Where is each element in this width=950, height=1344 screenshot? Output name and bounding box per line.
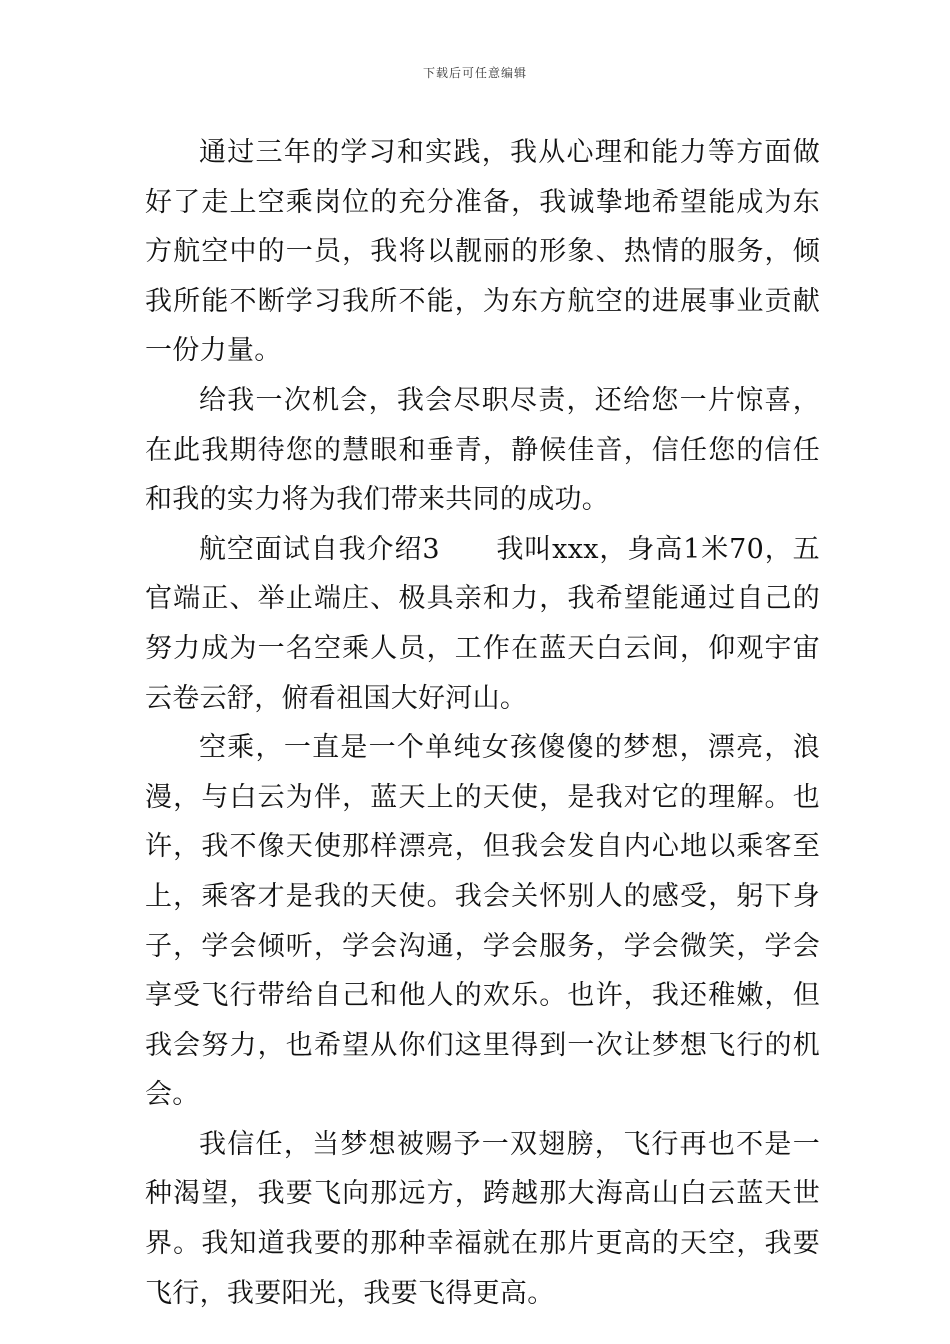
page-header-note: 下载后可任意编辑 (422, 66, 527, 80)
paragraph-5: 我信任，当梦想被赐予一双翅膀，飞行再也不是一种渴望，我要飞向那远方，跨越那大海高山白云蓝天世界。我知道我要的那种幸福就在那片更高的天空，我要飞行，我要阳光，我要飞得更高。 (145, 1128, 820, 1309)
document-body (145, 128, 820, 1318)
paragraph-1: 通过三年的学习和实践，我从心理和能力等方面做好了走上空乘岗位的充分准备，我诚挚地希望能成为东方航空中的一员，我将以靓丽的形象、热情的服务，倾我所能不断学习我所不能，为东方航空的进展事业贡献一份力量。 (145, 137, 820, 367)
paragraph-4: 空乘，一直是一个单纯女孩傻傻的梦想，漂亮，浪漫，与白云为伴，蓝天上的天使，是我对它的理解。也许，我不像天使那样漂亮，但我会发自内心地以乘客至上，乘客才是我的天使。我会关怀别人的感受，躬下身子，学会倾听，学会沟通，学会服务，学会微笑，学会享受飞行带给自己和他人的欢乐。也许，我还稚嫩，但我会努力，也希望从你们这里得到一次让梦想飞行的机会。 (145, 732, 820, 1111)
paragraph-2: 给我一次机会，我会尽职尽责，还给您一片惊喜，在此我期待您的慧眼和垂青，静候佳音，信任您的信任和我的实力将为我们带来共同的成功。 (145, 384, 820, 516)
paragraph-3: 航空面试自我介绍3 我叫xxx，身高1米70，五官端正、举止端庄、极具亲和力，我希望能通过自己的努力成为一名空乘人员，工作在蓝天白云间，仰观宇宙云卷云舒，俯看祖国大好河山。 (145, 533, 820, 714)
